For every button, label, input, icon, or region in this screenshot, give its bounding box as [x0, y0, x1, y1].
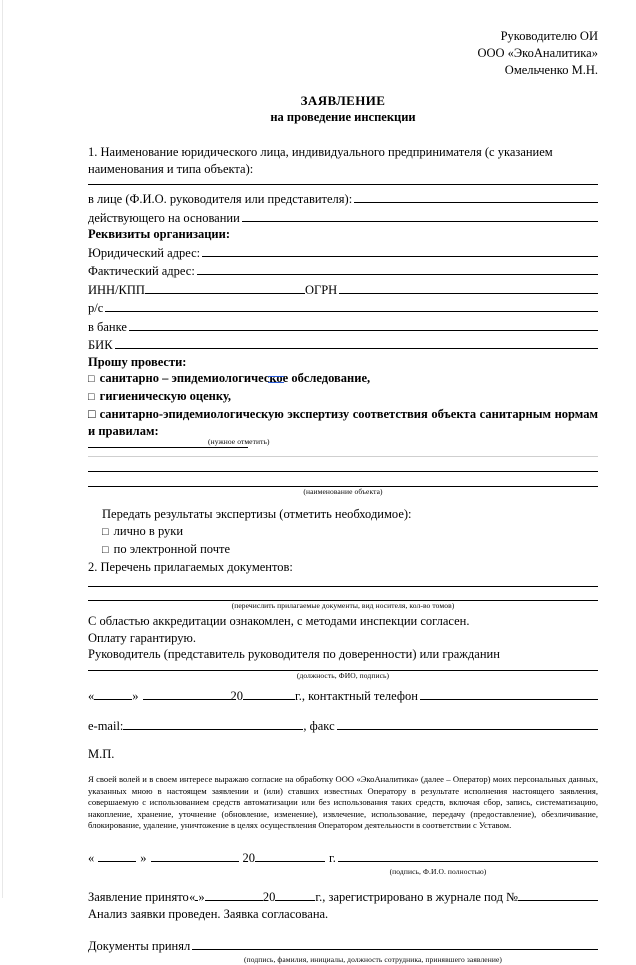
quote-open: « [88, 850, 95, 865]
checkbox-icon[interactable]: □ [88, 407, 97, 421]
actual-address-input-line[interactable] [197, 261, 598, 275]
registration-year-input[interactable] [275, 887, 315, 901]
fax-label: , факс [303, 718, 335, 733]
year-input[interactable] [243, 686, 295, 700]
request-option-hygiene-label: гигиеническую оценку, [99, 389, 231, 403]
object-name-caption: (наименование объекта) [303, 487, 383, 496]
quote-open: « [88, 688, 95, 703]
signature-date-row [88, 848, 598, 867]
account-input-line[interactable] [105, 298, 598, 312]
section2-heading: 2. Перечень прилагаемых документов: [88, 559, 293, 574]
documents-received-label: Документы принял [88, 939, 191, 954]
signature-input[interactable] [338, 848, 598, 862]
addressee-line-1: Руководителю ОИ [500, 29, 598, 43]
actual-address-row [88, 261, 598, 280]
acting-row [88, 208, 598, 227]
accepted-prefix: Заявление принято [88, 889, 189, 904]
request-option-hygiene[interactable] [88, 388, 598, 406]
bank-input-line[interactable] [129, 317, 598, 331]
addressee-line-2: ООО «ЭкоАналитика» [477, 46, 598, 60]
in-person-label: в лице (Ф.И.О. руководителя или представителя): [88, 192, 353, 206]
delivery-option-inhand-label: лично в руки [113, 523, 184, 538]
acting-input-line[interactable] [242, 208, 598, 222]
year-suffix: г., зарегистрировано в журнале под № [315, 889, 518, 904]
date-phone-row [88, 686, 598, 705]
bank-row [88, 317, 598, 336]
quote-close: » [198, 889, 205, 904]
request-option-expertise[interactable] [88, 406, 598, 440]
email-fax-row [88, 716, 598, 735]
requisites-heading: Реквизиты организации: [88, 227, 230, 241]
documents-received-row [88, 936, 598, 955]
phone-input[interactable] [420, 686, 598, 700]
request-option-survey-label: санитарно – эпидемиологическое обследование, [99, 371, 371, 385]
quote-close: » [140, 850, 147, 865]
section1-heading-line2: наименования и типа объекта): [88, 161, 254, 176]
mark-caption: (нужное отметить) [208, 437, 270, 446]
actual-address-label: Фактический адрес: [88, 264, 195, 278]
payment-statement: Оплату гарантирую. [88, 630, 196, 645]
inn-kpp-label: ИНН/КПП [88, 282, 145, 297]
registration-number-input[interactable] [518, 887, 598, 901]
checkbox-icon[interactable]: □ [102, 543, 109, 556]
inn-ogrn-row [88, 280, 598, 299]
year-suffix: г. [329, 850, 336, 865]
year-prefix: 20 [262, 889, 276, 904]
blue-artifact-mark [268, 376, 284, 383]
request-heading: Прошу провести: [88, 354, 187, 369]
signature-date-caption: (подпись, Ф.И.О. полностью) [389, 866, 487, 876]
signature-year-input[interactable] [255, 848, 325, 862]
checkbox-icon[interactable]: □ [88, 391, 95, 403]
delivery-option-email[interactable] [88, 541, 598, 559]
request-option-survey[interactable] [88, 370, 598, 388]
day-input[interactable] [94, 686, 132, 700]
registration-month-input[interactable] [205, 887, 263, 901]
document-content [88, 0, 598, 965]
year-suffix: г., контактный телефон [295, 688, 418, 703]
documents-received-caption: (подпись, фамилия, инициалы, должность сотрудника, принявшего заявление) [244, 955, 502, 965]
stamp-marker: М.П. [88, 746, 115, 761]
legal-address-label: Юридический адрес: [88, 245, 201, 260]
request-option-expertise-label: санитарно-эпидемиологическую экспертизу соответствия объекта санитарным нормам и правилам: [88, 407, 598, 438]
ogrn-input-line[interactable] [339, 280, 598, 294]
quote-open: « [189, 889, 196, 904]
delivery-heading: Передать результаты экспертизы (отметить необходимое): [102, 507, 412, 521]
bik-input-line[interactable] [115, 335, 598, 349]
legal-address-row [88, 243, 598, 262]
in-person-row [88, 189, 598, 208]
email-input[interactable] [123, 716, 303, 730]
year-prefix: 20 [230, 688, 243, 703]
inn-kpp-input-line[interactable] [145, 280, 305, 294]
legal-address-input-line[interactable] [202, 243, 598, 257]
documents-received-input[interactable] [192, 936, 598, 950]
bank-label: в банке [88, 319, 127, 334]
registration-row [88, 887, 598, 906]
analysis-line: Анализ заявки проведен. Заявка согласована. [88, 906, 329, 921]
documents-caption: (перечислить прилагаемые документы, вид носителя, кол-во томов) [231, 601, 455, 610]
month-input[interactable] [143, 686, 231, 700]
addressee-line-3: Омельченко М.Н. [504, 63, 598, 77]
year-prefix: 20 [242, 850, 255, 865]
in-person-input-line[interactable] [354, 189, 598, 203]
title-subtitle: на проведение инспекции [270, 110, 416, 124]
signature-month-input[interactable] [151, 848, 239, 862]
bik-row [88, 335, 598, 354]
section1-heading-line1: 1. Наименование юридического лица, индивидуального предпринимателя (с указанием [88, 145, 553, 159]
ogrn-label: ОГРН [304, 282, 338, 297]
page-left-edge [2, 0, 3, 898]
checkbox-icon[interactable]: □ [102, 525, 109, 538]
quote-close: » [132, 688, 139, 703]
delivery-option-email-label: по электронной почте [113, 541, 231, 556]
account-label: р/с [88, 301, 104, 315]
email-label: e-mail: [88, 718, 124, 733]
signer-caption: (должность, ФИО, подпись) [296, 670, 390, 680]
fax-input[interactable] [337, 716, 598, 730]
acting-label: действующего на основании [88, 210, 240, 225]
addressee-block [88, 0, 598, 79]
document-title [88, 92, 598, 126]
delivery-option-inhand[interactable] [88, 523, 598, 541]
bik-label: БИК [88, 338, 113, 352]
consent-paragraph: Я своей волей и в своем интересе выражаю согласие на обработку ООО «ЭкоАналитика» (далее – Оператор) моих персональных данных, указанных мною в настоящем заявлении и (или) ставших известных Оператору в результате исполнения настоящего заявления, совершаемую с использованием средств автоматизации или без использования таких средств, включая сбор, запись, систематизацию, накопление, хранение, уточнение (обновление, изменение), извлечение, использование, передачу (предоставление), обезличивание, блокирование, удаление, уничтожение в целях осуществления Оператором деятельности в соответствии с Уставом. [88, 774, 598, 831]
signer-role-line: Руководитель (представитель руководителя по доверенности) или гражданин [88, 647, 500, 661]
account-row [88, 298, 598, 317]
title-main: ЗАЯВЛЕНИЕ [300, 93, 386, 108]
signature-day-input[interactable] [98, 848, 136, 862]
accreditation-statement: С областью аккредитации ознакомлен, с методами инспекции согласен. [88, 614, 470, 628]
checkbox-icon[interactable]: □ [88, 373, 95, 385]
